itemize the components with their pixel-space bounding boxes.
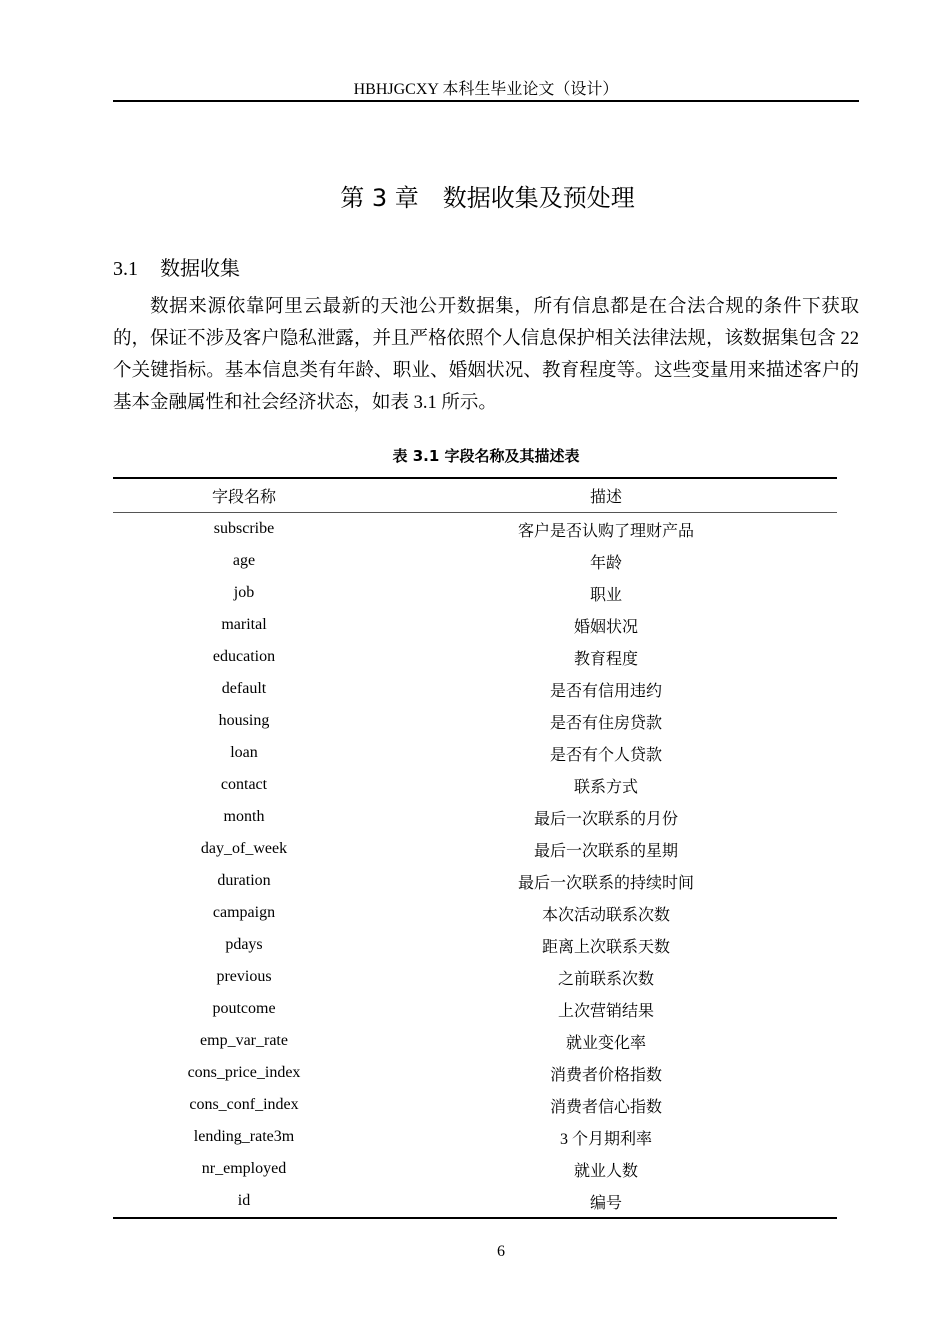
table-row: [113, 737, 837, 769]
field-name-cell: marital: [221, 616, 267, 633]
description-cell: 就业变化率: [565, 1034, 646, 1052]
table-row: [113, 1185, 837, 1218]
table-row: [113, 1089, 837, 1121]
description-cell: 婚姻状况: [573, 618, 638, 636]
field-name-cell: month: [223, 808, 265, 825]
body-paragraph: 数据来源依靠阿里云最新的天池公开数据集，所有信息都是在合法合规的条件下获取的，保证不涉及客户隐私泄露，并且严格依照个人信息保护相关法律法规，该数据集包含 22 个关键指标。基本信息类有年龄、职业、婚姻状况、教育程度等。这些变量用来描述客户的基本金融属性和社会经济状态，如表 3.1 所示。: [113, 297, 859, 413]
field-name-cell: age: [232, 552, 256, 569]
header-divider: [113, 100, 859, 102]
table-row: [113, 897, 837, 929]
description-cell: 职业: [589, 586, 622, 604]
table-row: [113, 609, 837, 641]
section-number: 3.1: [113, 258, 138, 280]
table-row: [113, 993, 837, 1025]
table-caption: 表 3.1 字段名称及其描述表: [392, 447, 580, 465]
section-title: 数据收集: [160, 256, 240, 280]
field-name-cell: loan: [230, 744, 258, 761]
description-cell: 消费者信心指数: [549, 1098, 662, 1116]
section-heading: [113, 252, 240, 281]
table-row: [113, 929, 837, 961]
table-row: [113, 1153, 837, 1185]
table-row: [113, 833, 837, 865]
description-cell: 教育程度: [573, 650, 638, 668]
description-cell: 是否有个人贷款: [549, 746, 662, 764]
field-name-cell: day_of_week: [200, 840, 288, 857]
field-name-cell: housing: [218, 712, 270, 729]
description-cell: 编号: [589, 1194, 622, 1212]
table-row: [113, 545, 837, 577]
description-cell: 是否有住房贷款: [549, 714, 662, 732]
table-row: [113, 1025, 837, 1057]
description-cell: 最后一次联系的星期: [533, 842, 678, 860]
field-name-cell: campaign: [212, 904, 276, 921]
description-cell: 最后一次联系的持续时间: [517, 874, 694, 892]
field-name-cell: lending_rate3m: [193, 1128, 295, 1145]
field-name-cell: id: [237, 1192, 251, 1209]
table-row: [113, 1057, 837, 1089]
field-name-cell: contact: [220, 776, 268, 793]
description-cell: 联系方式: [573, 778, 638, 796]
field-name-cell: subscribe: [213, 520, 275, 537]
column-header-description: 描述: [589, 489, 622, 506]
field-name-cell: cons_price_index: [187, 1064, 301, 1081]
table-row: [113, 801, 837, 833]
running-header: HBHJGCXY 本科生毕业论文（设计）: [353, 81, 619, 98]
table-row: [113, 865, 837, 897]
field-name-cell: job: [233, 584, 255, 601]
description-cell: 本次活动联系次数: [541, 906, 670, 924]
description-cell: 之前联系次数: [557, 970, 654, 988]
table-row: [113, 1121, 837, 1153]
field-name-cell: emp_var_rate: [200, 1032, 288, 1049]
description-cell: 是否有信用违约: [549, 682, 662, 700]
description-cell: 消费者价格指数: [549, 1066, 662, 1084]
table-header-row: [113, 478, 837, 513]
table-row: [113, 577, 837, 609]
description-cell: 3 个月期利率: [559, 1130, 652, 1148]
table-row: [113, 513, 837, 546]
table-row: [113, 641, 837, 673]
field-description-table: [113, 477, 837, 1219]
field-name-cell: duration: [217, 872, 271, 889]
table-row: [113, 961, 837, 993]
table-row: [113, 769, 837, 801]
field-name-cell: education: [212, 648, 276, 665]
page-number: 6: [497, 1243, 505, 1260]
field-name-cell: previous: [216, 968, 272, 985]
table-row: [113, 673, 837, 705]
field-name-cell: pdays: [225, 936, 263, 953]
table-row: [113, 705, 837, 737]
description-cell: 距离上次联系天数: [541, 938, 670, 956]
description-cell: 上次营销结果: [557, 1002, 654, 1020]
description-cell: 最后一次联系的月份: [533, 810, 678, 828]
field-name-cell: default: [221, 680, 267, 697]
description-cell: 就业人数: [573, 1162, 638, 1180]
description-cell: 年龄: [589, 554, 622, 572]
field-name-cell: poutcome: [212, 1000, 276, 1017]
field-name-cell: nr_employed: [201, 1160, 287, 1177]
field-name-cell: cons_conf_index: [189, 1096, 299, 1113]
chapter-title: 第 3 章 数据收集及预处理: [340, 184, 635, 212]
description-cell: 客户是否认购了理财产品: [517, 522, 694, 540]
column-header-field: 字段名称: [211, 489, 276, 506]
